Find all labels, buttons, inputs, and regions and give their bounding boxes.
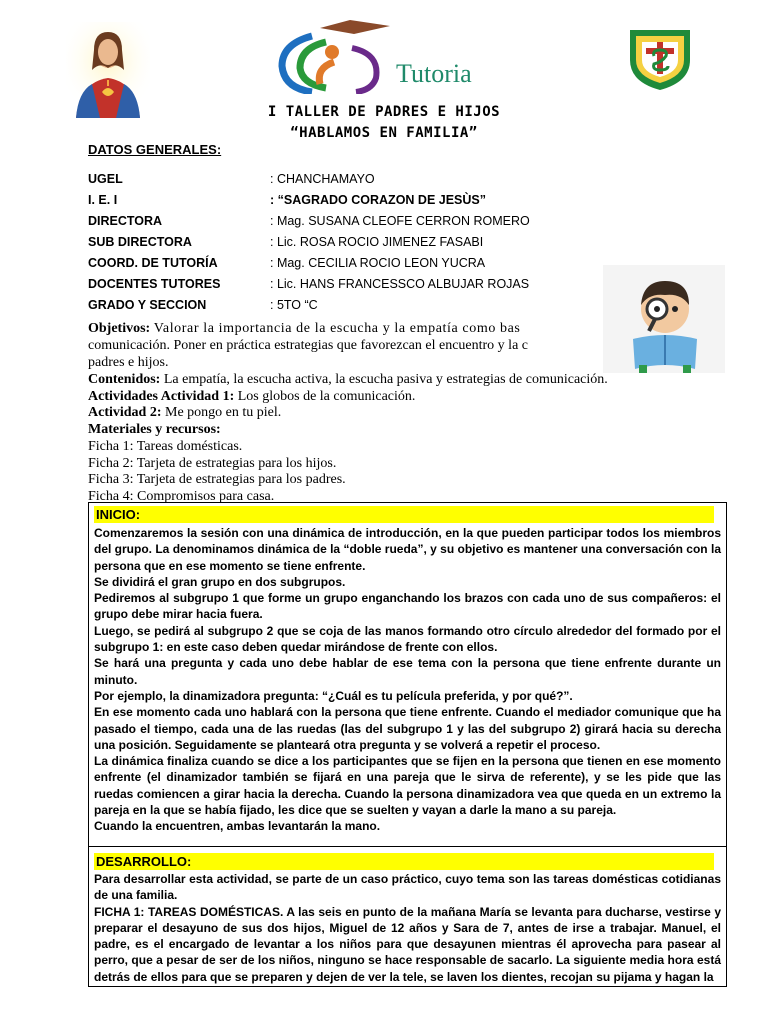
contenidos-label: Contenidos: <box>88 372 161 387</box>
material-item: Ficha 4: Compromisos para casa. <box>88 489 275 504</box>
material-item: Ficha 2: Tarjeta de estrategias para los hijos. <box>88 456 337 471</box>
inicio-paragraph: Cuando la encuentren, ambas levantarán la mano. <box>94 819 381 834</box>
gen-label: UGEL <box>88 172 123 186</box>
materiales-label: Materiales y recursos: <box>88 422 221 437</box>
gen-row-sub-directora <box>88 235 648 255</box>
gen-value: : “SAGRADO CORAZON DE JESÙS” <box>270 193 486 207</box>
gen-value: : Mag. SUSANA CLEOFE CERRON ROMERO <box>270 214 530 228</box>
contenidos-text: La empatía, la escucha activa, la escucha pasiva y estrategias de comunicación. <box>163 372 608 387</box>
material-item: Ficha 1: Tareas domésticas. <box>88 439 243 454</box>
gen-value: : Lic. ROSA ROCIO JIMENEZ FASABI <box>270 235 484 249</box>
gen-value: : Lic. HANS FRANCESSCO ALBUJAR ROJAS <box>270 277 530 291</box>
inicio-paragraph: Pediremos al subgrupo 1 que forme un grupo enganchando los brazos con cada uno de sus compañeros: el grupo debe mirar hacia fuera. <box>94 591 721 622</box>
gen-value: : 5TO “C <box>270 298 318 312</box>
gen-label: COORD. DE TUTORÍA <box>88 256 218 270</box>
objetivos-text: Valorar la importancia de la escucha y la empatía como bas <box>153 321 521 336</box>
inicio-paragraph: Se hará una pregunta y cada uno debe hablar de ese tema con la persona que tiene enfrente durante un minuto. <box>94 656 721 687</box>
actividad-1-text: Los globos de la comunicación. <box>237 389 416 404</box>
tutoria-logo-text: Tutoria <box>396 59 472 88</box>
gen-row-docentes-tutores <box>88 277 648 297</box>
objetivos-label: Objetivos: <box>88 321 151 336</box>
actividad-2-text: Me pongo en tu piel. <box>165 405 282 420</box>
gen-row-grado-seccion <box>88 298 648 318</box>
gen-row-coord-tutoria <box>88 256 648 276</box>
inicio-section <box>88 502 727 847</box>
desarrollo-heading: DESARROLLO: <box>94 853 714 870</box>
desarrollo-body <box>94 871 721 985</box>
desarrollo-paragraph: Para desarrollar esta actividad, se parte de un caso práctico, cuyo tema son las tareas domésticas cotidianas de una familia. <box>94 872 721 903</box>
datos-generales-heading: DATOS GENERALES: <box>88 142 222 157</box>
objetivos-line-2: comunicación. Poner en práctica estrategias que favorezcan el encuentro y la c <box>88 338 529 353</box>
material-item: Ficha 3: Tarjeta de estrategias para los padres. <box>88 472 346 487</box>
inicio-body <box>94 525 721 835</box>
gen-value: : Mag. CECILIA ROCIO LEON YUCRA <box>270 256 486 270</box>
school-crest <box>624 22 696 92</box>
gen-label: DOCENTES TUTORES <box>88 277 221 291</box>
actividad-2-label: Actividad 2: <box>88 405 162 420</box>
desarrollo-paragraph: FICHA 1: TAREAS DOMÉSTICAS. A las seis en punto de la mañana María se levanta para ducharse, vestirse y preparar el desayuno de sus dos hijos, Miguel de 12 años y Sara de 7, antes de irse a trabajar. Manuel, el padre, es el encargado de levantar a los niños para que desayunen mientras él aprovecha para pasear al perro, que a pesar de ser de los niños, ninguno se hace responsable de sacarlo. La siguiente media hora está detrás de ellos para que se preparen y dejen de ver la tele, se laven los dientes, recojan su pijama y hagan la <box>94 904 721 984</box>
objetivos-line-1 <box>88 320 704 337</box>
gen-row-iei <box>88 193 648 213</box>
inicio-paragraph: Se dividirá el gran grupo en dos subgrupos. <box>94 574 346 589</box>
desarrollo-section <box>88 847 727 987</box>
gen-value: : CHANCHAMAYO <box>270 172 375 186</box>
workshop-title: I TALLER DE PADRES E HIJOS <box>267 104 501 120</box>
inicio-heading: INICIO: <box>94 506 714 523</box>
gen-row-ugel <box>88 172 648 192</box>
inicio-paragraph: Luego, se pedirá al subgrupo 2 que se coja de las manos formando otro círculo alrededor del formado por el subgrupo 1: en este caso deben quedar mirándose de frente con ellos. <box>94 623 721 655</box>
gen-label: I. E. I <box>88 193 118 207</box>
gen-label: GRADO Y SECCION <box>88 298 207 312</box>
inicio-paragraph: La dinámica finaliza cuando se dice a los participantes que se fijen en la persona que tienen en ese momento enfrente (el dinamizador también se fijará en una pareja que le sirva de referente), y se les pide que las ruedas comiencen a girar hacia la derecha. Cuando la persona dinamizadora vea que queda en un extremo la pareja en la que se había fijado, les dice que se suelten y vayan a darle la mano a su pareja. <box>94 754 721 818</box>
inicio-paragraph: En ese momento cada uno hablará con la persona que tiene enfrente. Cuando el mediador comunique que ha pasado el tiempo, cada una de las ruedas (las del subgrupo 1 y las del subgrupo 2) girará hacia su derecha una posición. Seguidamente se planteará otra pregunta y se volverá a repetir el proceso. <box>94 705 721 752</box>
inicio-paragraph: Por ejemplo, la dinamizadora pregunta: “¿Cuál es tu película preferida, y por qué?”. <box>94 688 573 703</box>
gen-label: DIRECTORA <box>88 214 163 228</box>
materiales-heading <box>88 421 704 438</box>
gen-row-directora <box>88 214 648 234</box>
actividad-2 <box>88 404 704 421</box>
contenidos <box>88 371 704 388</box>
inicio-paragraph: Comenzaremos la sesión con una dinámica de introducción, en la que pueden participar todos los miembros del grupo. La denominamos dinámica de la “doble rueda”, y su objetivo es mantener una conversación con la persona que en ese momento se tiene enfrente. <box>94 526 721 573</box>
tutoria-logo <box>272 18 544 94</box>
objetivos-line-3: padres e hijos. <box>88 355 169 370</box>
actividad-1 <box>88 388 704 405</box>
actividad-1-label: Actividades Actividad 1: <box>88 389 235 404</box>
workshop-subtitle: “HABLAMOS EN FAMILIA” <box>290 125 478 141</box>
gen-label: SUB DIRECTORA <box>88 235 192 249</box>
